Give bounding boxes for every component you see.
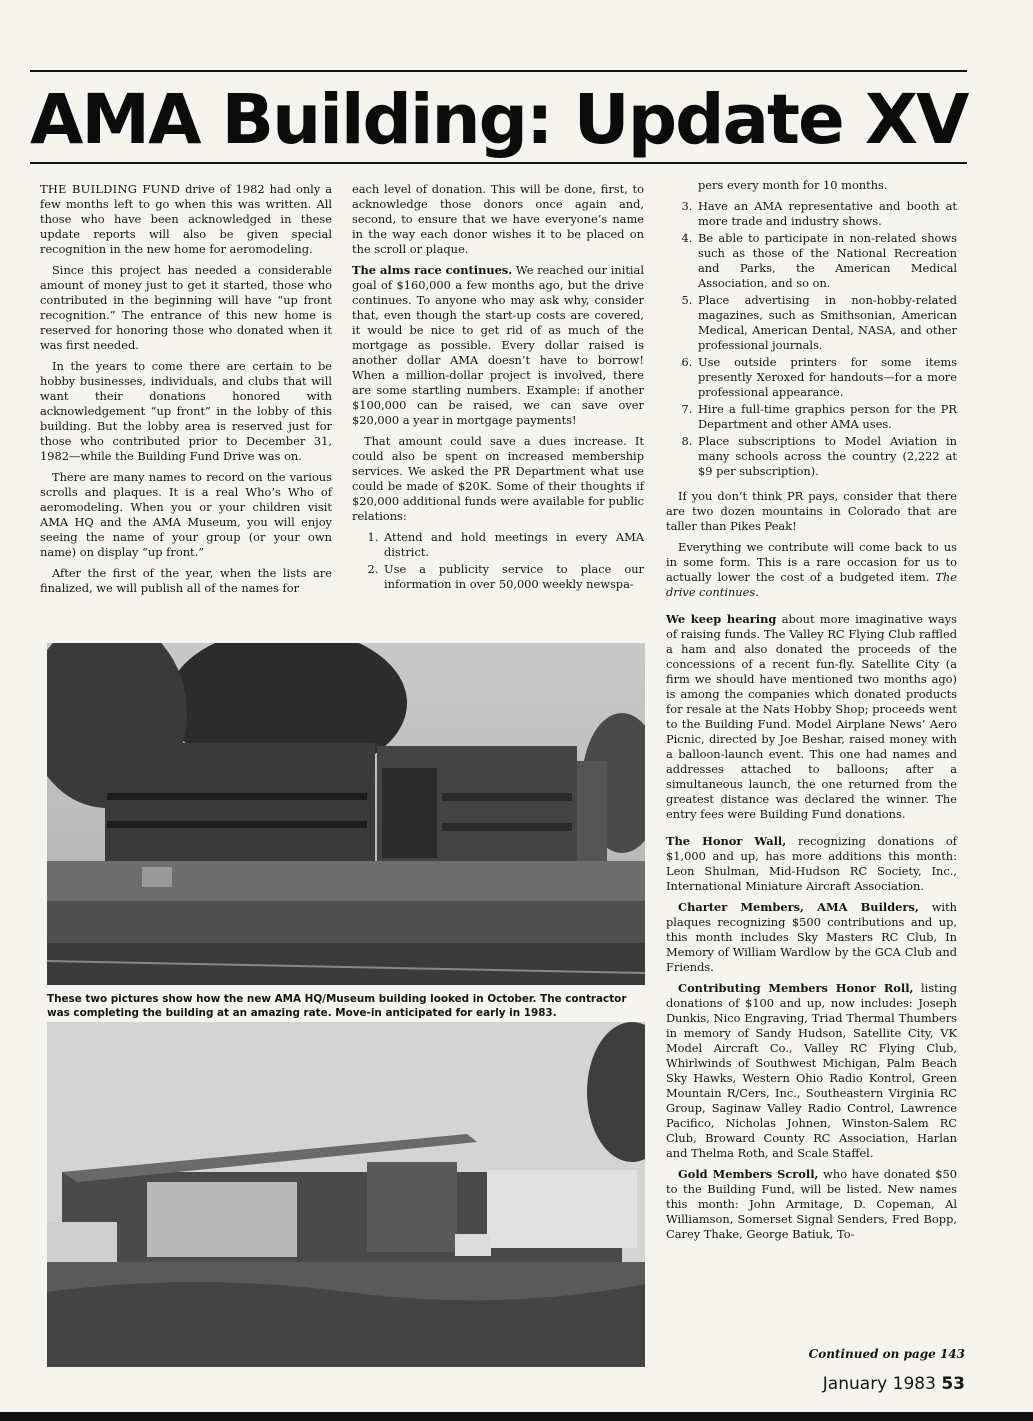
list-item: 8. Place subscriptions to Model Aviation in many schools across the country (2,222 at $9 per subscription). xyxy=(696,434,957,479)
paragraph: about more imaginative ways of raising funds. The Valley RC Flying Club raffled a ham and also donated the proceeds of the concessions of a recent fun-fly. Satellite City (a firm we should have mentioned two months ago) is among the companies which donated products for resale at the Nats Hobby Shop; proceeds went to the Building Fund. Model Airplane News’ Aero Picnic, directed by Joe Beshar, raised money with a balloon-launch event. This one had names and addresses attached to balloons; after a simultaneous launch, the one returned from the greatest distance was declared the winner. The entry fees were Building Fund donations. xyxy=(666,612,957,821)
paragraph-ending: The drive continues. xyxy=(666,570,957,599)
title-rule xyxy=(30,162,967,164)
pr-list-continued xyxy=(666,199,957,479)
column-1 xyxy=(40,182,332,602)
list-item: 2. Use a publicity service to place our information in over 50,000 weekly newspa- xyxy=(382,562,644,592)
list-item: 5. Place advertising in non-hobby-related magazines, such as Smithsonian, American Medical, American Dental, NASA, and other professional journals. xyxy=(696,293,957,353)
section-lead: The Honor Wall, xyxy=(666,834,787,848)
bottom-border xyxy=(0,1412,1033,1421)
top-rule xyxy=(30,70,967,72)
section-lead: The alms race continues. xyxy=(352,263,513,277)
column-2 xyxy=(352,182,644,602)
page-number: 53 xyxy=(941,1374,965,1394)
paragraph: recognizing donations of $1,000 and up, has more additions this month: Leon Shulman, Mid-Hudson RC Society, Inc., International Miniature Aircraft Association. xyxy=(666,834,957,893)
paragraph: each level of donation. This will be done, first, to acknowledge those donors once again and, second, to ensure that we have everyone’s name in the way each donor wishes it to be placed on the scroll or plaque. xyxy=(352,182,644,256)
lead-in: THE BUILDING FUND xyxy=(40,182,181,196)
list-item: 4. Be able to participate in non-related shows such as those of the National Recreation and Parks, the American Medical Association, and so on. xyxy=(696,231,957,291)
paragraph: If you don’t think PR pays, consider that there are two dozen mountains in Colorado that are taller than Pikes Peak! xyxy=(666,489,957,533)
building-photo-top xyxy=(47,643,645,985)
issue-date: January 1983 xyxy=(822,1374,936,1394)
paragraph: After the first of the year, when the lists are finalized, we will publish all of the names for xyxy=(40,566,332,595)
photo-illustration xyxy=(47,1022,645,1367)
paragraph: who have donated $50 to the Building Fund, will be listed. New names this month: John Armitage, D. Copeman, Al Williamson, Somerset Signal Senders, Fred Bopp, Carey Thake, George Batiuk, To- xyxy=(666,1167,957,1241)
paragraph: That amount could save a dues increase. It could also be spent on increased membership services. We asked the PR Department what use could be made of $20K. Some of their thoughts if $20,000 additional funds were available for public relations: xyxy=(352,434,644,523)
article-title: AMA Building: Update XV xyxy=(30,80,968,160)
list-item: 6. Use outside printers for some items presently Xeroxed for handouts—for a more professional appearance. xyxy=(696,355,957,400)
pr-list xyxy=(352,530,644,592)
section-lead: Charter Members, AMA Builders, xyxy=(678,900,919,914)
page-footer xyxy=(780,1374,965,1394)
list-item: 1. Attend and hold meetings in every AMA district. xyxy=(382,530,644,560)
section-lead: We keep hearing xyxy=(666,612,777,626)
paragraph: Since this project has needed a considerable amount of money just to get it started, those who contributed in the beginning will have “up front recognition.” The entrance of this new home is reserved for honoring those who donated when it was first needed. xyxy=(40,263,332,352)
section-lead: Contributing Members Honor Roll, xyxy=(678,981,914,995)
building-photo-bottom xyxy=(47,1022,645,1367)
list-continuation: pers every month for 10 months. xyxy=(698,178,888,192)
list-item: 3. Have an AMA representative and booth at more trade and industry shows. xyxy=(696,199,957,229)
paragraph: We reached our initial goal of $160,000 a few months ago, but the drive continues. To anyone who may ask why, consider that, even though the start-up costs are covered, it would be nice to get rid of as much of the mortgage as possible. Every dollar raised is another dollar AMA doesn’t have to borrow! When a million-dollar project is involved, there are some startling numbers. Example: if another $100,000 can be raised, we can save over $20,000 a year in mortgage payments! xyxy=(352,263,644,427)
section-lead: Gold Members Scroll, xyxy=(678,1167,819,1181)
column-3 xyxy=(666,178,957,1248)
paragraph: drive of 1982 had only a few months left to go when this was written. All those who have been acknowledged in these update reports will also be given special recognition in the new home for aeromodeling. xyxy=(40,182,332,256)
photo-illustration xyxy=(47,643,645,985)
continued-note: Continued on page 143 xyxy=(808,1347,965,1361)
paragraph: In the years to come there are certain to be hobby businesses, individuals, and clubs that will want their donations honored with acknowledgement “up front” in the lobby of this building. But the lobby area is reserved just for those who contributed prior to December 31, 1982—while the Building Fund Drive was on. xyxy=(40,359,332,463)
paragraph: with plaques recognizing $500 contributions and up, this month includes Sky Masters RC Club, In Memory of William Wardlow by the GCA Club and Friends. xyxy=(666,900,957,974)
paragraph: Everything we contribute will come back to us in some form. This is a rare occasion for us to actually lower the cost of a budgeted item. xyxy=(666,540,957,584)
paragraph: listing donations of $100 and up, now includes: Joseph Dunkis, Nico Engraving, Triad Thermal Thumbers in memory of Sandy Hudson, Satellite City, VK Model Aircraft Co., Valley RC Flying Club, Whirlwinds of Southwest Michigan, Palm Beach Sky Hawks, Western Ohio Radio Kontrol, Green Mountain R/Cers, Inc., Southeastern Virginia RC Group, Saginaw Valley Radio Control, Lawrence Pacifico, Nicholas Johnen, Winston-Salem RC Club, Broward County RC Association, Harlan and Thelma Roth, and Scale Staffel. xyxy=(666,981,957,1160)
list-item: 7. Hire a full-time graphics person for the PR Department and other AMA uses. xyxy=(696,402,957,432)
photo-caption: These two pictures show how the new AMA HQ/Museum building looked in October. The contractor was completing the building at an amazing rate. Move-in anticipated for early in 1983. xyxy=(47,993,627,1019)
paragraph: There are many names to record on the various scrolls and plaques. It is a real Who’s Who of aeromodeling. When you or your children visit AMA HQ and the AMA Museum, you will enjoy seeing the name of your group (or your own name) on display “up front.” xyxy=(40,470,332,559)
